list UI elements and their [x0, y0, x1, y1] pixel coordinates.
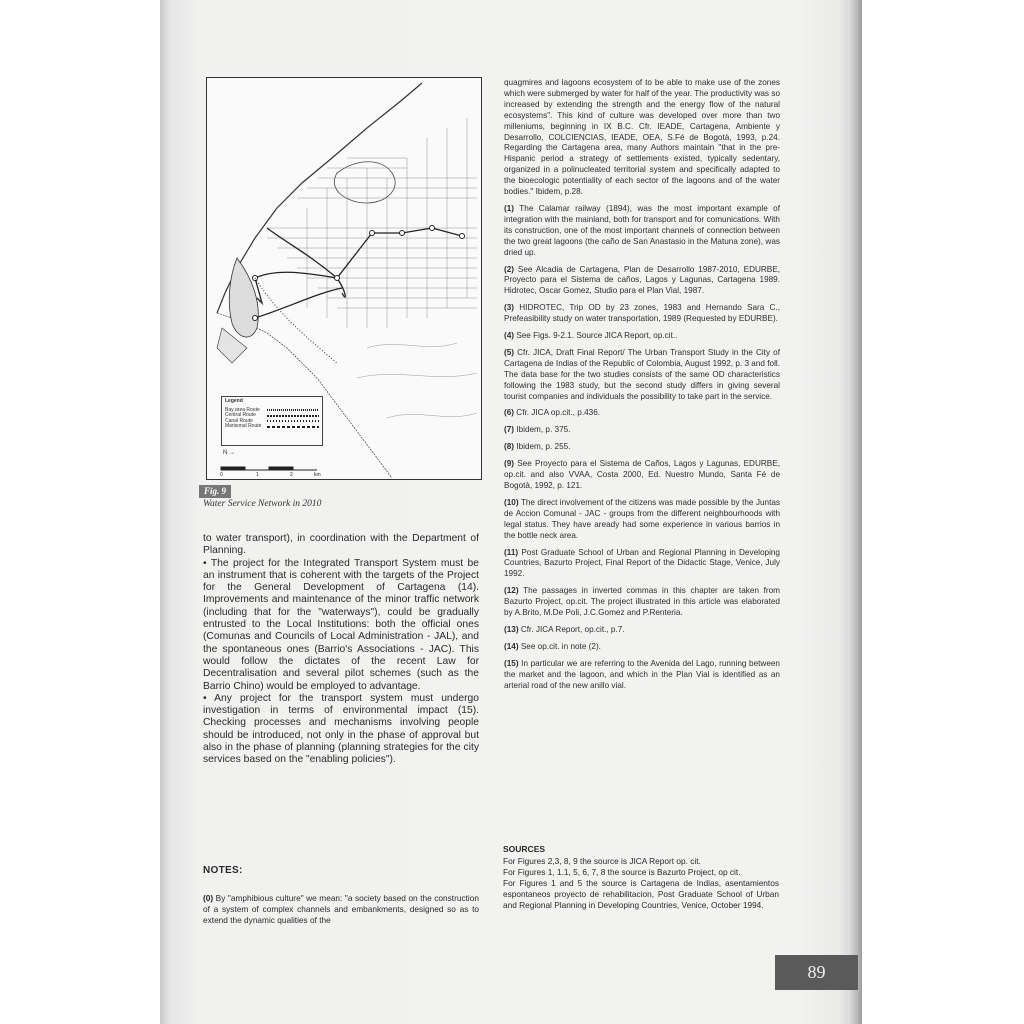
right-notes-column [504, 78, 780, 698]
legend-title: Legend [225, 398, 243, 404]
legend-label: Marisonal Route [225, 423, 262, 429]
sources-body [503, 856, 779, 911]
scale-label: 0 [220, 472, 223, 478]
legend-label: Bay area Route [225, 406, 260, 413]
north-arrow [223, 450, 235, 456]
note-text: See Figs. 9-2.1. Source JICA Report, op.cit.. [516, 331, 678, 341]
note-15 [504, 659, 780, 692]
legend-row [225, 424, 319, 430]
scale-label: 2 [290, 472, 293, 478]
note-13 [504, 625, 780, 636]
note-number: (7) [504, 425, 515, 435]
note-number: (14) [504, 641, 519, 651]
north-label: N [223, 450, 228, 456]
note-number: (5) [504, 347, 515, 357]
note-text: The direct involvement of the citizens was made possible by the Juntas de Accion Comunal - JAC - groups from the different neighbourhoods with legal status. They have aready had some experience in various barrios in the bottle neck area. [504, 497, 780, 540]
body-paragraph: • Any project for the transport system must undergo investigation in terms of environmental impact (15). Checking processes and mechanisms involving people should be introduced, not only in the phase of approval but also in the phase of planning (planning strategies for the city services based on the "enabling policies"). [203, 692, 479, 766]
note-number: (1) [504, 203, 515, 213]
note-3 [504, 303, 780, 325]
source-line: For Figures 2,3, 8, 9 the source is JICA Report op. cit. [503, 856, 701, 866]
note-number: (0) [203, 893, 214, 903]
legend-label: Central Route [225, 412, 256, 418]
note-2 [504, 265, 780, 298]
note-number: (6) [504, 408, 515, 418]
note-11 [504, 548, 780, 581]
note-number: (8) [504, 442, 515, 452]
note-text: Ibidem, p. 375. [516, 425, 571, 435]
notes-heading: NOTES: [203, 865, 243, 876]
figure-tag: Fig. 9 [199, 485, 231, 498]
scale-label: km [314, 472, 321, 478]
note-number: (15) [504, 658, 519, 668]
note-number: (4) [504, 331, 515, 341]
scale-label: 1 [256, 472, 259, 478]
water-network-map [206, 77, 482, 480]
note-number: (2) [504, 264, 515, 274]
body-paragraph: to water transport), in coordination with the Department of Planning. [203, 533, 479, 557]
note-number: (10) [504, 497, 519, 507]
left-body-text [203, 533, 479, 767]
arrow-icon: → [227, 450, 236, 456]
note-number: (9) [504, 459, 515, 469]
note-10 [504, 498, 780, 542]
book-spine [848, 0, 862, 1024]
note-12 [504, 586, 780, 619]
note-6 [504, 408, 780, 419]
note-8 [504, 442, 780, 453]
note-1 [504, 204, 780, 259]
note-text: By "amphibious culture" we mean: "a society based on the construction of a system of complex channels and embankments, designed so as to extend the dynamic qualities of the [203, 893, 479, 925]
source-line: For Figures 1, 1.1, 5, 6, 7, 8 the source is Bazurto Project, op cit. [503, 866, 741, 877]
note-4 [504, 331, 780, 342]
note-14 [504, 642, 780, 653]
note-number: (11) [504, 547, 519, 557]
note-text: See Proyecto para el Sistema de Caños, Lagos y Lagunas, EDURBE, op.cit. and also VVAA, Costa 2000, Ed. Nuestro Mundo, Santa Fé de Bogotà, 1992, p. 121. [504, 459, 780, 490]
note-text: Cfr. JICA op.cit., p.436. [516, 408, 601, 418]
page-number: 89 [775, 955, 858, 990]
note-text: See Alcadia de Cartagena, Plan de Desarrollo 1987-2010, EDURBE, Proyecto para el Sistema de caños, Lagos y Lagunas, Cartagena 1989. Hidrotec, Oscar Gomez, Studio para el Plan Vial, 1987. [504, 264, 780, 296]
note-text: The passages in inverted commas in this chapter are taken from Bazurto Project, op.cit. The project illustrated in this article was elaborated by A.Brito, M.De Poli, J.C.Gomez and P.Renteria. [504, 586, 780, 618]
note-9 [504, 459, 780, 492]
legend-label: Canal Route [225, 417, 253, 424]
note-number: (3) [504, 303, 515, 313]
note-5 [504, 348, 780, 403]
note-0 [203, 893, 479, 926]
note-text: Cfr. JICA Report, op.cit., p.7. [520, 624, 625, 634]
source-line: For Figures 1 and 5 the source is Cartagena de Indias, asentamientos espontaneos proyecto de rehabilitacion, Post Graduate School of Urban and Regional Planning in Developing Countries, Venice, October 1994. [503, 877, 779, 910]
note-number: (12) [504, 586, 519, 596]
body-paragraph: • The project for the Integrated Transport System must be an instrument that is coherent with the targets of the Project for the General Development of Cartagena (14). Improvements and maintenance of the minor traffic network (including that for the "waterways"), could be gradually entrusted to the Local Institutions: both the official ones (Comunas and Councils of Local Administration - JAL), and the spontaneous ones (Barrio's Associations - JAC). This would follow the dictates of the recent Law for Decentralisation and several pilot schemes (such as the Barrio Chino) would be employed to advantage. [203, 557, 479, 692]
sources-heading: SOURCES [503, 844, 546, 854]
note-text: See op.cit. in note (2). [520, 641, 601, 651]
note-text: Cfr. JICA, Draft Final Report/ The Urban Transport Study in the City of Cartagena de Indias of the Republic of Colombia, August 1992, p. 3 and foll. The data base for the two studies consists of the same OD characteristics following the 1983 study, but the second study differs in giving several tourist companies and individuals the possibility to take part in the service. [504, 347, 780, 401]
note-number: (13) [504, 624, 519, 634]
note-continuation: quagmires and lagoons ecosystem of to be able to make use of the zones which were submerged by water for half of the year. The productivity was so increased by extending the strength and the energy flow of the natural ecosystems". This kind of culture was developed over more than two milleniums, beginning in IX B.C. Cfr. IEADE, Cartagena, Ambiente y Desarrollo, COLCIENCIAS, IEADE, OEA, S.Fé de Bogotà, 1993, p.24. Regarding the Cartagena area, many Authors maintain "that in the pre-Hispanic period a strategy of settlements existed, typically sedentary, organized in a polinucleated territorial system and specifically adapted to the bioecologic potentiality of each sector of the lagoons and of the water bodies." Ibidem, p.28. [504, 78, 780, 197]
note-text: HIDROTEC, Trip OD by 23 zones, 1983 and Hernando Sara C., Prefeasibility study on water transportation, 1989 (Requested by EDURBE). [504, 303, 780, 324]
map-legend [221, 396, 323, 446]
note-text: The Calamar railway (1894), was the most important example of integration with the mainland, both for transport and for comunications. With its construction, one of the most important channels of connection between the two great lagoons (the caño de San Anastasio in the Matuna zone), was dried up. [504, 203, 780, 257]
note-text: Ibidem, p. 255. [516, 442, 571, 452]
scale-labels [220, 472, 320, 478]
note-text: In particular we are referring to the Avenida del Lago, running between the market and the lagoon, and which in the Plan Vial is identified as an arterial road of the new anillo vial. [504, 658, 780, 690]
figure-caption: Water Service Network in 2010 [203, 499, 322, 509]
note-text: Post Graduate School of Urban and Regional Planning in Developing Countries, Bazurto Project, Final Report of the Didactic Stage, Venice, July 1992. [504, 547, 780, 579]
note-7 [504, 425, 780, 436]
